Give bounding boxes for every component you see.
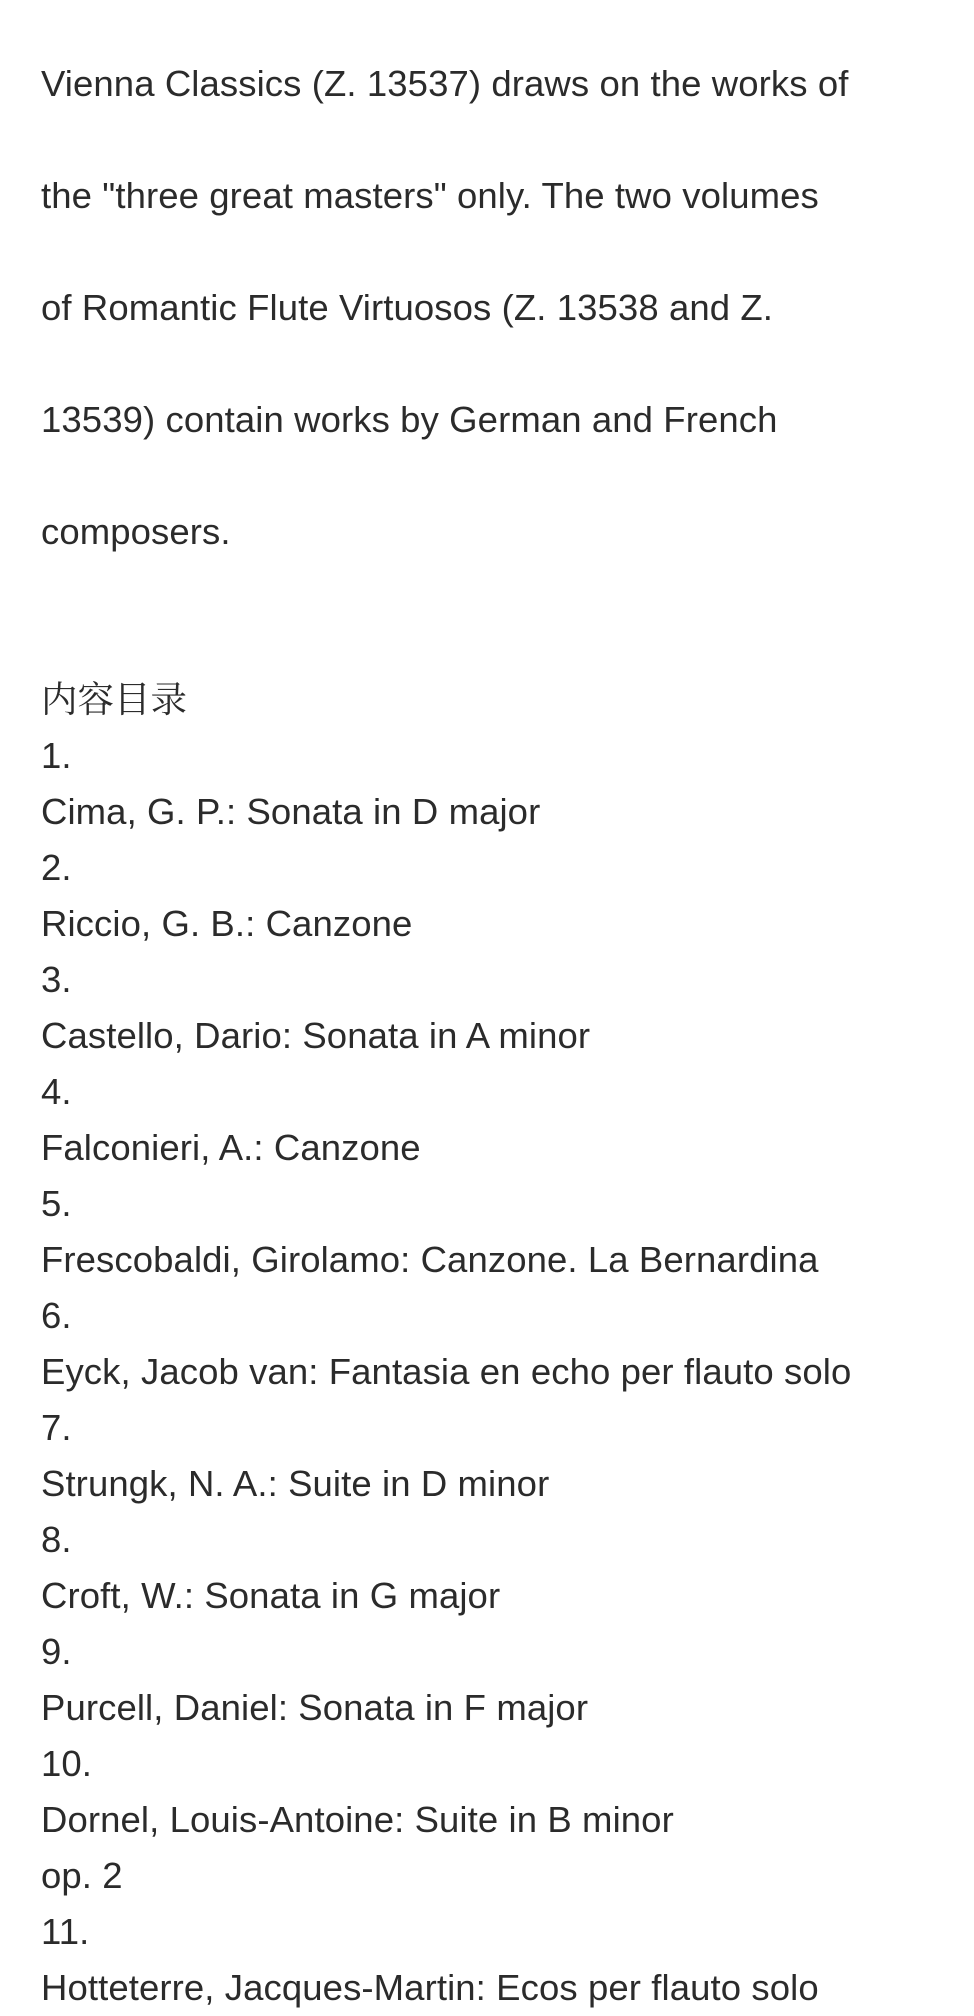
toc-entry: Falconieri, A.: Canzone	[41, 1127, 421, 1168]
toc-number: 4.	[41, 1071, 72, 1112]
intro-line: of Romantic Flute Virtuosos (Z. 13538 and Z.	[41, 287, 774, 328]
toc-number: 10.	[41, 1743, 93, 1784]
toc-entry: Eyck, Jacob van: Fantasia en echo per flauto solo	[41, 1351, 852, 1392]
toc-number: 9.	[41, 1631, 72, 1672]
toc-entry: Riccio, G. B.: Canzone	[41, 903, 413, 944]
toc-entry: Purcell, Daniel: Sonata in F major	[41, 1687, 589, 1728]
toc-number: 2.	[41, 847, 72, 888]
toc-number: 7.	[41, 1407, 72, 1448]
toc-entry: Cima, G. P.: Sonata in D major	[41, 791, 541, 832]
toc-heading: 内容目录	[41, 679, 187, 720]
toc-list	[41, 728, 934, 2016]
intro-line: Vienna Classics (Z. 13537) draws on the works of	[41, 63, 849, 104]
toc-number: 1.	[41, 735, 72, 776]
toc-entry: Croft, W.: Sonata in G major	[41, 1575, 501, 1616]
intro-line: 13539) contain works by German and French	[41, 399, 778, 440]
toc-entry: Strungk, N. A.: Suite in D minor	[41, 1463, 550, 1504]
toc-entry: Castello, Dario: Sonata in A minor	[41, 1015, 591, 1056]
intro-line: composers.	[41, 511, 231, 552]
toc-entry-detail: op. 2	[41, 1855, 123, 1896]
toc-number: 5.	[41, 1183, 72, 1224]
toc-number: 6.	[41, 1295, 72, 1336]
toc-entry: Hotteterre, Jacques-Martin: Ecos per flauto solo	[41, 1967, 819, 2008]
toc-entry: Frescobaldi, Girolamo: Canzone. La Bernardina	[41, 1239, 819, 1280]
intro-paragraph	[41, 0, 934, 616]
toc-number: 8.	[41, 1519, 72, 1560]
intro-line: the "three great masters" only. The two volumes	[41, 175, 819, 216]
toc-number: 3.	[41, 959, 72, 1000]
toc-entry: Dornel, Louis-Antoine: Suite in B minor	[41, 1799, 674, 1840]
toc-number: 11.	[41, 1911, 90, 1952]
